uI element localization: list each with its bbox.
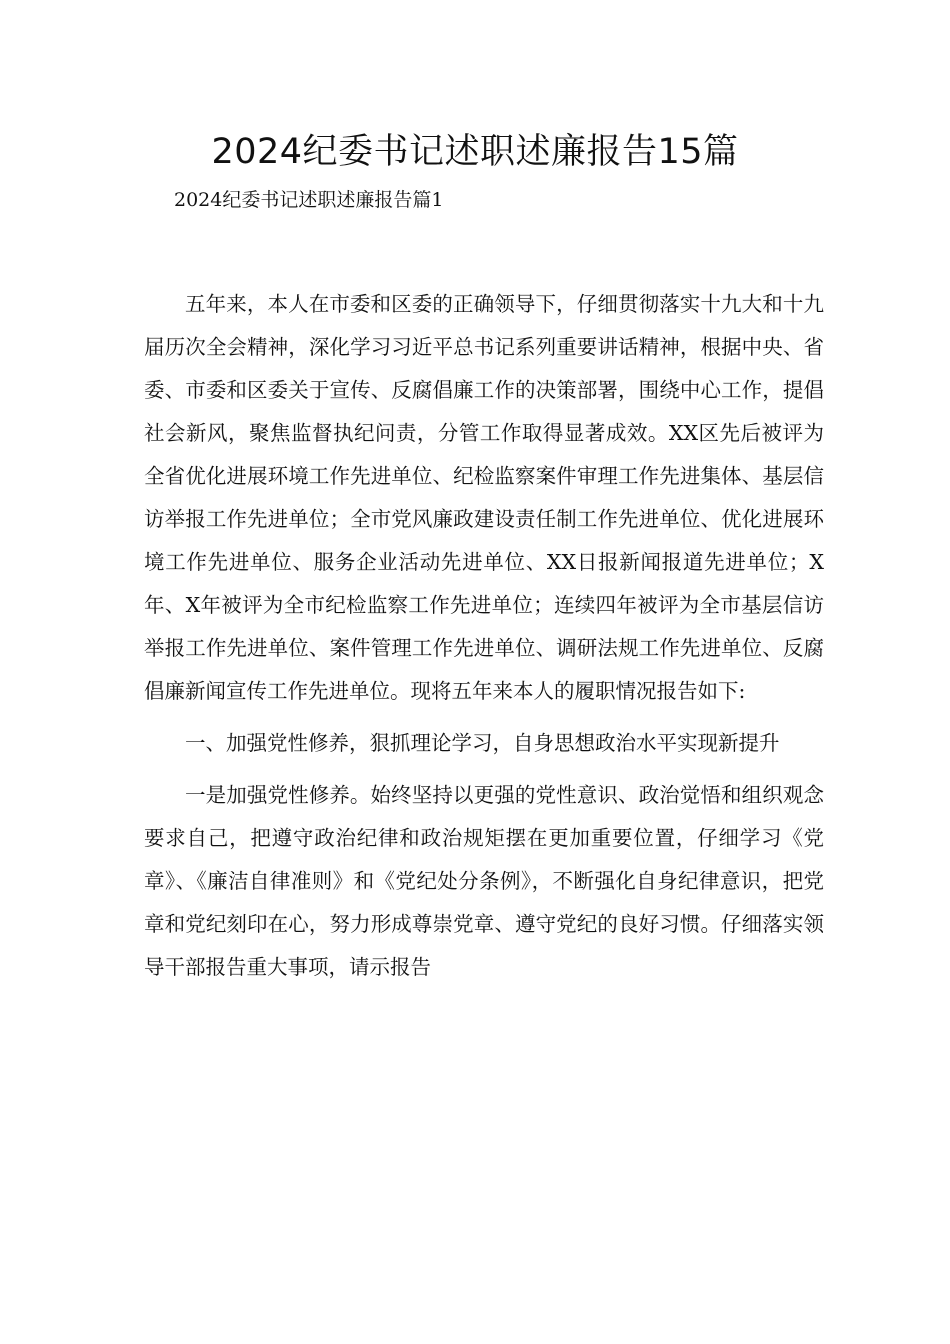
document-subtitle: 2024纪委书记述职述廉报告篇1: [174, 189, 444, 211]
paragraph-intro: 五年来，本人在市委和区委的正确领导下，仔细贯彻落实十九大和十九届历次全会精神，深化学习习近平总书记系列重要讲话精神，根据中央、省委、市委和区委关于宣传、反腐倡廉工作的决策部署，围绕中心工作，提倡社会新风，聚焦监督执纪问责，分管工作取得显著成效。XX区先后被评为全省优化进展环境工作先进单位、纪检监察案件审理工作先进集体、基层信访举报工作先进单位；全市党风廉政建设责任制工作先进单位、优化进展环境工作先进单位、服务企业活动先进单位、XX日报新闻报道先进单位；X年、X年被评为全市纪检监察工作先进单位；连续四年被评为全市基层信访举报工作先进单位、案件管理工作先进单位、调研法规工作先进单位、反腐倡廉新闻宣传工作先进单位。现将五年来本人的履职情况报告如下:: [144, 292, 824, 703]
paragraph-party-spirit: 一是加强党性修养。始终坚持以更强的党性意识、政治觉悟和组织观念要求自己，把遵守政治纪律和政治规矩摆在更加重要位置，仔细学习《党章》、《廉洁自律准则》和《党纪处分条例》，不断强化自身纪律意识，把党章和党纪刻印在心，努力形成尊崇党章、遵守党纪的良好习惯。仔细落实领导干部报告重大事项，请示报告: [144, 783, 824, 979]
document-title: 2024纪委书记述职述廉报告15篇: [211, 132, 739, 172]
paragraph-section-heading-1: 一、加强党性修养，狠抓理论学习，自身思想政治水平实现新提升: [185, 731, 780, 755]
document-body: [144, 283, 824, 989]
